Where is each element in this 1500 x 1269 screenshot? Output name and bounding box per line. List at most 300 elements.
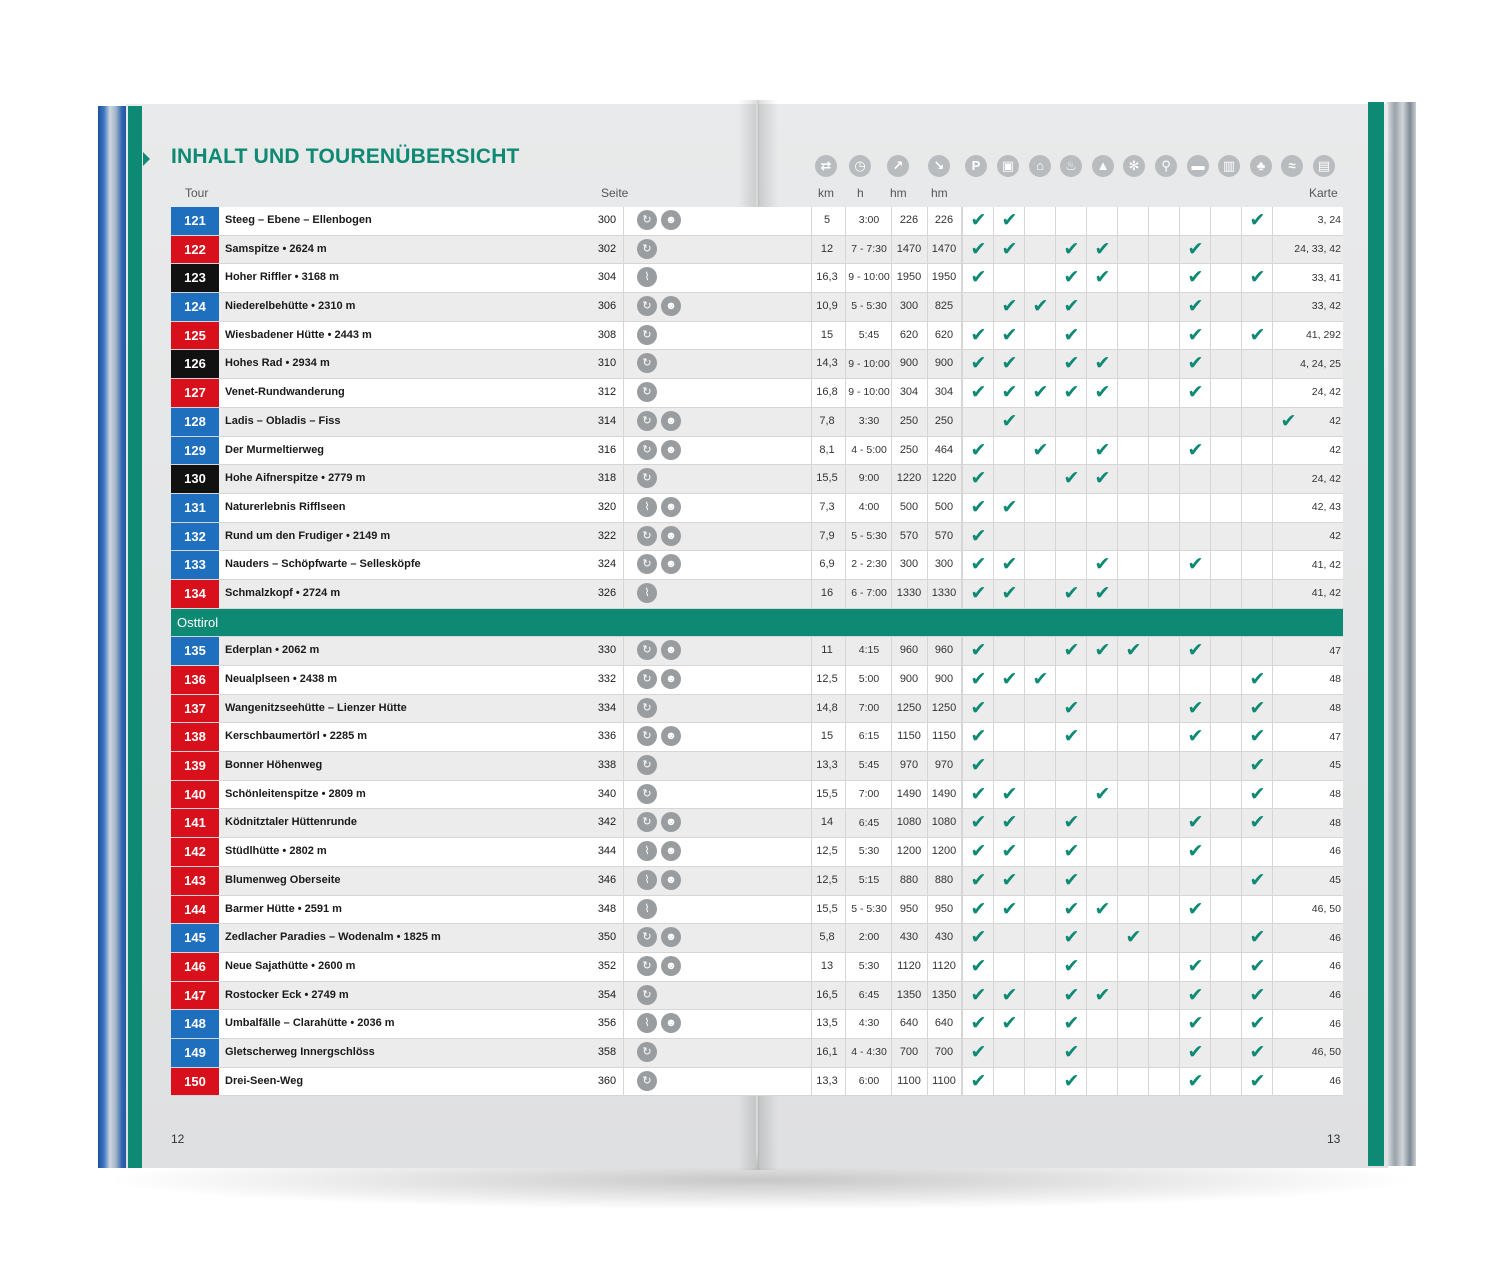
header-hm-up: hm [890, 186, 907, 200]
tour-map-number: 45 [1329, 874, 1341, 887]
check-mark-icon: ✔ [962, 867, 994, 895]
column-divider [927, 781, 928, 809]
tour-descent: 900 [934, 357, 954, 370]
table-row [171, 1039, 1343, 1068]
column-divider [891, 494, 892, 522]
facility-cell [1055, 551, 1087, 579]
table-row [171, 551, 1343, 580]
tour-type-icons [637, 411, 685, 431]
check-mark-icon: ✔ [1055, 637, 1087, 665]
facility-cell [1086, 723, 1118, 751]
tour-ascent: 620 [899, 328, 919, 341]
page-number-left: 12 [171, 1132, 185, 1146]
column-divider [811, 437, 812, 465]
check-mark-icon: ✔ [1086, 781, 1118, 809]
facility-cell [1024, 896, 1056, 924]
column-divider [927, 695, 928, 723]
tour-descent: 1350 [931, 988, 957, 1001]
column-divider [891, 408, 892, 436]
facility-cell [1210, 465, 1242, 493]
check-mark-icon: ✔ [1055, 809, 1087, 837]
facility-cell [1117, 867, 1149, 895]
table-row [171, 896, 1343, 925]
check-mark-icon: ✔ [1179, 1039, 1211, 1067]
facility-cell [1148, 523, 1180, 551]
facility-cell [1117, 322, 1149, 350]
column-divider [623, 523, 624, 551]
one-way-tour-icon: ⌇ [637, 870, 657, 890]
check-mark-icon: ✔ [962, 781, 994, 809]
tour-number: 124 [171, 293, 219, 321]
column-divider [927, 551, 928, 579]
kids-bear-icon: ☻ [661, 210, 681, 230]
header-seite: Seite [601, 186, 629, 200]
tour-page: 318 [597, 472, 617, 485]
facility-cell [1241, 408, 1273, 436]
check-mark-icon: ✔ [962, 896, 994, 924]
tour-descent: 1080 [931, 816, 957, 829]
check-mark-icon: ✔ [1241, 867, 1273, 895]
facility-cell [993, 723, 1025, 751]
tour-duration: 4 - 5:00 [851, 443, 887, 456]
column-divider [927, 207, 928, 235]
check-mark-icon: ✔ [1024, 666, 1056, 694]
facility-cell [1117, 752, 1149, 780]
column-divider [927, 580, 928, 608]
tour-type-icons [637, 726, 685, 746]
check-mark-icon: ✔ [962, 236, 994, 264]
tour-page: 338 [597, 759, 617, 772]
facility-cell [1148, 465, 1180, 493]
tour-map-number: 46 [1329, 988, 1341, 1001]
facility-cell [1117, 408, 1149, 436]
column-divider [845, 551, 846, 579]
tour-page: 304 [597, 271, 617, 284]
tour-map-number: 46, 50 [1311, 902, 1341, 915]
check-mark-icon: ✔ [962, 1039, 994, 1067]
tour-km: 5 [823, 214, 831, 226]
facility-cell [1148, 1010, 1180, 1038]
tour-duration: 9:00 [858, 472, 880, 485]
table-row [171, 494, 1343, 523]
column-divider [811, 551, 812, 579]
tour-page: 336 [597, 730, 617, 743]
column-divider [845, 809, 846, 837]
column-divider [927, 465, 928, 493]
check-mark-icon: ✔ [993, 781, 1025, 809]
tour-ascent: 1200 [896, 845, 922, 858]
facility-cell [1210, 809, 1242, 837]
check-mark-icon: ✔ [962, 437, 994, 465]
tour-ascent: 640 [899, 1017, 919, 1030]
tour-duration: 9 - 10:00 [848, 386, 890, 399]
tour-page: 334 [597, 701, 617, 714]
facility-cell [1148, 867, 1180, 895]
table-row [171, 695, 1343, 724]
tour-number: 134 [171, 580, 219, 608]
facility-cell [1024, 781, 1056, 809]
check-mark-icon: ✔ [1179, 637, 1211, 665]
tour-ascent: 304 [899, 386, 919, 399]
tour-km: 16,5 [816, 988, 838, 1001]
table-row [171, 666, 1343, 695]
facility-cell [1086, 523, 1118, 551]
tour-page: 348 [597, 902, 617, 915]
check-mark-icon: ✔ [1086, 379, 1118, 407]
check-mark-icon: ✔ [962, 264, 994, 292]
tour-km: 6,9 [819, 558, 835, 571]
tour-descent: 464 [934, 443, 954, 456]
facility-cell [1055, 437, 1087, 465]
check-mark-icon: ✔ [1086, 437, 1118, 465]
check-mark-icon: ✔ [1179, 236, 1211, 264]
facility-cell [1210, 264, 1242, 292]
column-divider [845, 695, 846, 723]
facility-cell [1117, 1010, 1149, 1038]
tour-map-number: 42 [1329, 415, 1341, 428]
tour-type-icons [637, 267, 661, 287]
tour-map-number: 46 [1329, 1074, 1341, 1087]
tour-ascent: 960 [899, 644, 919, 657]
column-divider [927, 723, 928, 751]
facility-cell [1179, 924, 1211, 952]
tour-ascent: 1150 [897, 730, 921, 743]
column-divider [927, 982, 928, 1010]
facility-cell [1024, 408, 1056, 436]
facility-cell [1117, 580, 1149, 608]
facility-cell [1148, 551, 1180, 579]
tour-descent: 250 [934, 414, 954, 427]
table-row [171, 637, 1343, 666]
table-row [171, 867, 1343, 896]
tour-descent: 880 [934, 873, 954, 886]
tour-name: Gletscherweg Innergschlöss [225, 1045, 375, 1058]
facility-cell [1210, 1068, 1242, 1096]
facility-cell [993, 637, 1025, 665]
tour-duration: 4:30 [858, 1017, 880, 1030]
round-tour-icon: ↻ [637, 927, 657, 947]
round-tour-icon: ↻ [637, 526, 657, 546]
round-tour-icon: ↻ [637, 296, 657, 316]
check-mark-icon: ✔ [1241, 781, 1273, 809]
facility-cell [1210, 437, 1242, 465]
column-divider [927, 1039, 928, 1067]
facility-cell [1117, 666, 1149, 694]
facility-icon-row [0, 155, 1500, 181]
tour-map-number: 41, 42 [1311, 558, 1341, 571]
tour-number: 139 [171, 752, 219, 780]
tour-km: 7,9 [819, 529, 835, 542]
facility-cell [1117, 437, 1149, 465]
check-mark-icon: ✔ [1024, 437, 1056, 465]
facility-cell [1210, 924, 1242, 952]
check-mark-icon: ✔ [962, 982, 994, 1010]
facility-cell [1210, 896, 1242, 924]
header-hm-down: hm [931, 186, 948, 200]
tour-number: 140 [171, 781, 219, 809]
tour-name: Niederelbehütte • 2310 m [225, 300, 356, 313]
round-tour-icon: ↻ [637, 468, 657, 488]
column-divider [623, 637, 624, 665]
tour-page: 342 [597, 816, 617, 829]
column-divider [845, 838, 846, 866]
check-mark-icon: ✔ [1241, 809, 1273, 837]
tour-duration: 3:30 [858, 414, 880, 427]
check-mark-icon: ✔ [1086, 350, 1118, 378]
tour-type-icons [637, 812, 685, 832]
facility-cell [1117, 896, 1149, 924]
check-mark-icon: ✔ [1055, 838, 1087, 866]
tour-map-number: 3, 24 [1317, 214, 1341, 227]
tour-name: Hohes Rad • 2934 m [225, 357, 330, 370]
tour-number: 121 [171, 207, 219, 235]
tour-page: 316 [597, 443, 617, 456]
tour-duration: 2 - 2:30 [851, 558, 887, 571]
tour-descent: 1330 [931, 586, 957, 599]
column-divider [891, 293, 892, 321]
tour-descent: 500 [934, 500, 954, 513]
bus-icon: ▣ [997, 155, 1019, 177]
facility-cell [1210, 408, 1242, 436]
facility-cell [1148, 838, 1180, 866]
tour-ascent: 900 [899, 357, 919, 370]
facility-cell [1210, 1039, 1242, 1067]
tour-number: 144 [171, 896, 219, 924]
check-mark-icon: ✔ [1117, 924, 1149, 952]
bed-icon: ▬ [1187, 155, 1209, 177]
tour-descent: 1100 [932, 1074, 956, 1087]
tour-ascent: 300 [899, 300, 919, 313]
tour-km: 5,8 [819, 931, 835, 944]
tour-ascent: 700 [899, 1045, 919, 1058]
column-divider [845, 1068, 846, 1096]
facility-cell [1179, 207, 1211, 235]
museum-icon: ▥ [1218, 155, 1240, 177]
tour-type-icons [637, 640, 685, 660]
table-row [171, 781, 1343, 810]
tour-km: 16,1 [816, 1045, 838, 1058]
tour-km: 15 [820, 328, 834, 341]
column-divider [623, 867, 624, 895]
check-mark-icon: ✔ [1055, 350, 1087, 378]
tour-page: 310 [597, 357, 617, 370]
column-divider [891, 838, 892, 866]
table-row [171, 207, 1343, 236]
column-divider [845, 350, 846, 378]
facility-cell [1148, 809, 1180, 837]
column-divider [891, 896, 892, 924]
column-divider [845, 437, 846, 465]
tour-type-icons [637, 497, 685, 517]
column-divider [623, 236, 624, 264]
facility-cell [1148, 408, 1180, 436]
clock-icon: ◷ [849, 155, 871, 177]
facility-cell [1117, 207, 1149, 235]
tour-km: 13,3 [816, 759, 838, 772]
column-divider [845, 293, 846, 321]
check-mark-icon: ✔ [1024, 379, 1056, 407]
column-divider [927, 236, 928, 264]
column-divider [891, 982, 892, 1010]
tour-number: 127 [171, 379, 219, 407]
facility-cell [1086, 322, 1118, 350]
facility-cell [1210, 236, 1242, 264]
check-mark-icon: ✔ [1055, 379, 1087, 407]
tour-name: Neualplseen • 2438 m [225, 673, 338, 685]
one-way-tour-icon: ⌇ [637, 497, 657, 517]
column-divider [891, 637, 892, 665]
parking-icon: P [965, 155, 987, 177]
check-mark-icon: ✔ [962, 1068, 994, 1096]
round-tour-icon: ↻ [637, 784, 657, 804]
tour-descent: 1490 [931, 787, 957, 800]
facility-cell [1117, 838, 1149, 866]
table-row [171, 465, 1343, 494]
column-divider [623, 982, 624, 1010]
column-divider [623, 293, 624, 321]
facility-cell [1086, 695, 1118, 723]
tour-name: Wiesbadener Hütte • 2443 m [225, 328, 372, 341]
check-mark-icon: ✔ [1179, 379, 1211, 407]
column-divider [623, 1068, 624, 1096]
tour-duration: 4:00 [858, 500, 880, 513]
signpost-icon: ⇄ [815, 155, 837, 177]
tour-type-icons [637, 554, 685, 574]
column-divider [811, 408, 812, 436]
check-mark-icon: ✔ [1055, 1039, 1087, 1067]
check-mark-icon: ✔ [993, 982, 1025, 1010]
column-divider [927, 666, 928, 694]
tour-descent: 1470 [931, 242, 957, 255]
column-divider [845, 723, 846, 751]
tour-page: 326 [597, 586, 617, 599]
facility-cell [1148, 322, 1180, 350]
check-mark-icon: ✔ [962, 465, 994, 493]
column-divider [623, 896, 624, 924]
tour-map-number: 46 [1329, 960, 1341, 973]
facility-cell [1055, 494, 1087, 522]
tour-number: 145 [171, 924, 219, 952]
column-divider [811, 494, 812, 522]
facility-cell [1210, 580, 1242, 608]
facility-cell [1179, 408, 1211, 436]
tour-number: 129 [171, 437, 219, 465]
column-divider [927, 322, 928, 350]
check-mark-icon: ✔ [1179, 322, 1211, 350]
tour-descent: 1200 [931, 845, 957, 858]
tour-name: Ködnitztaler Hüttenrunde [225, 816, 357, 829]
tour-descent: 700 [934, 1045, 954, 1058]
column-divider [891, 207, 892, 235]
tour-ascent: 500 [899, 500, 919, 513]
column-divider [811, 322, 812, 350]
check-mark-icon: ✔ [993, 494, 1025, 522]
facility-cell [1024, 580, 1056, 608]
tour-descent: 430 [934, 931, 954, 944]
check-mark-icon: ✔ [962, 924, 994, 952]
tour-page: 322 [597, 529, 617, 542]
tour-name: Venet-Rundwanderung [225, 386, 345, 399]
facility-cell [993, 523, 1025, 551]
tour-descent: 1950 [931, 271, 957, 284]
tour-number: 128 [171, 408, 219, 436]
column-divider [845, 896, 846, 924]
column-divider [845, 379, 846, 407]
tour-descent: 300 [934, 558, 954, 571]
column-divider [811, 350, 812, 378]
column-divider [891, 666, 892, 694]
header-karte: Karte [1309, 186, 1338, 200]
facility-cell [1024, 752, 1056, 780]
column-divider [811, 1039, 812, 1067]
kids-bear-icon: ☻ [661, 440, 681, 460]
check-mark-icon: ✔ [993, 207, 1025, 235]
column-divider [811, 666, 812, 694]
facility-cell [1179, 494, 1211, 522]
tour-duration: 4:15 [858, 644, 880, 657]
one-way-tour-icon: ⌇ [637, 899, 657, 919]
table-row [171, 264, 1343, 293]
tour-map-number: 24, 42 [1311, 386, 1341, 399]
tour-type-icons [637, 1042, 661, 1062]
tour-page: 340 [597, 787, 617, 800]
tour-duration: 5 - 5:30 [851, 529, 887, 542]
column-divider [891, 867, 892, 895]
facility-cell [1024, 264, 1056, 292]
facility-cell [1086, 666, 1118, 694]
check-mark-icon: ✔ [962, 953, 994, 981]
tour-page: 346 [597, 873, 617, 886]
facility-cell [1024, 867, 1056, 895]
facility-cell [1148, 896, 1180, 924]
column-divider [891, 723, 892, 751]
column-divider [927, 1068, 928, 1096]
column-divider [845, 408, 846, 436]
column-divider [811, 982, 812, 1010]
facility-cell [993, 953, 1025, 981]
facility-cell [1024, 637, 1056, 665]
tour-duration: 5 - 5:30 [851, 902, 887, 915]
facility-cell [1086, 953, 1118, 981]
column-divider [845, 982, 846, 1010]
tour-type-icons [637, 956, 685, 976]
kids-bear-icon: ☻ [661, 669, 681, 689]
facility-cell [1024, 207, 1056, 235]
tour-ascent: 570 [899, 529, 919, 542]
tour-page: 314 [597, 414, 617, 427]
tour-type-icons [637, 440, 685, 460]
check-mark-icon: ✔ [1179, 350, 1211, 378]
tour-km: 14,8 [816, 701, 838, 714]
column-divider [811, 723, 812, 751]
facility-cell [1117, 953, 1149, 981]
round-tour-icon: ↻ [637, 698, 657, 718]
facility-cell [1055, 752, 1087, 780]
tour-duration: 7:00 [858, 701, 880, 714]
tour-km: 15 [820, 730, 834, 743]
facility-cell [1241, 236, 1273, 264]
column-divider [927, 437, 928, 465]
check-mark-icon: ✔ [1055, 695, 1087, 723]
facility-cell [1117, 809, 1149, 837]
column-divider [891, 781, 892, 809]
tour-page: 302 [597, 242, 617, 255]
column-divider [927, 264, 928, 292]
column-divider [623, 752, 624, 780]
round-tour-icon: ↻ [637, 1071, 657, 1091]
tour-type-icons [637, 296, 685, 316]
uphill-icon: ↗ [887, 155, 909, 177]
